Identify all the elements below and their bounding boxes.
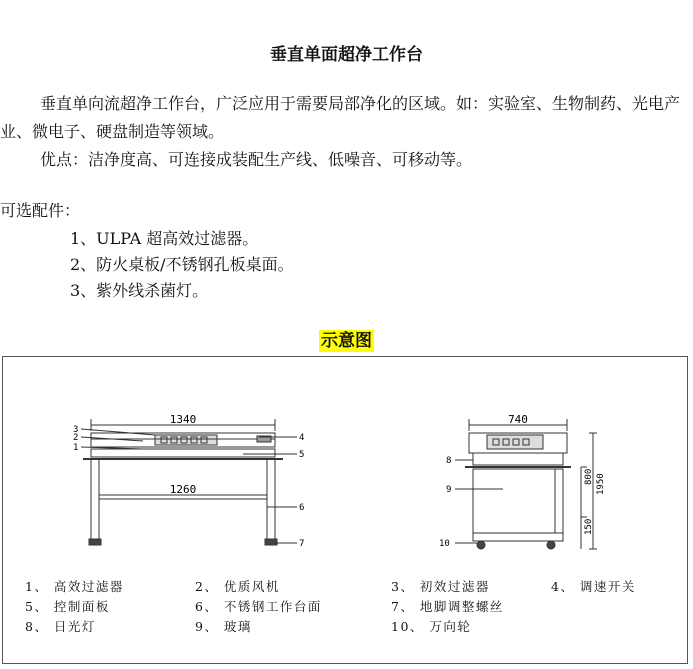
legend-item: 10、 万向轮	[391, 619, 472, 634]
options-heading: 可选配件：	[0, 201, 81, 220]
callout-number: 1	[73, 443, 79, 453]
legend-item: 4、 调速开关	[551, 579, 636, 594]
option-item: 1、ULPA 超高效过滤器。	[70, 229, 259, 248]
callout-number: 10	[439, 539, 450, 549]
dim-side-height-total: 1950	[596, 473, 606, 495]
callout-number: 2	[73, 433, 79, 443]
bench-drawing	[3, 357, 687, 663]
legend-item: 2、 优质风机	[195, 579, 280, 594]
diagram-title	[0, 326, 693, 351]
dim-side-height-bottom: 150	[584, 518, 594, 535]
dim-front-inner-width: 1260	[169, 483, 197, 496]
dim-front-width: 1340	[169, 413, 197, 426]
option-item: 2、防火桌板/不锈钢孔板桌面。	[70, 255, 294, 274]
dim-side-width: 740	[508, 413, 528, 426]
callout-number: 9	[446, 485, 452, 495]
legend-item: 6、 不锈钢工作台面	[195, 599, 322, 614]
legend-item: 9、 玻璃	[195, 619, 252, 634]
diagram-title-text: 示意图	[321, 331, 372, 351]
callout-number: 6	[299, 503, 305, 513]
callout-number: 5	[299, 450, 305, 460]
diagram-frame	[2, 356, 688, 664]
legend-item: 8、 日光灯	[25, 619, 96, 634]
callout-number: 4	[299, 433, 305, 443]
intro-paragraph: 垂直单向流超净工作台，广泛应用于需要局部净化的区域。如：实验室、生物制药、光电产业、微电子、硬盘制造等领域。	[0, 94, 681, 141]
option-item: 3、紫外线杀菌灯。	[70, 281, 209, 300]
dim-side-height-table: 800	[584, 468, 594, 485]
legend-item: 7、 地脚调整螺丝	[391, 599, 504, 614]
legend-item: 1、 高效过滤器	[25, 579, 124, 594]
legend-item: 3、 初效过滤器	[391, 579, 490, 594]
callout-number: 8	[446, 456, 452, 466]
advantages-paragraph: 优点：洁净度高、可连接成装配生产线、低噪音、可移动等。	[40, 150, 473, 169]
legend-item: 5、 控制面板	[25, 599, 110, 614]
callout-number: 7	[299, 539, 305, 549]
callout-number: 3	[73, 425, 79, 435]
page-title: 垂直单面超净工作台	[270, 45, 423, 65]
